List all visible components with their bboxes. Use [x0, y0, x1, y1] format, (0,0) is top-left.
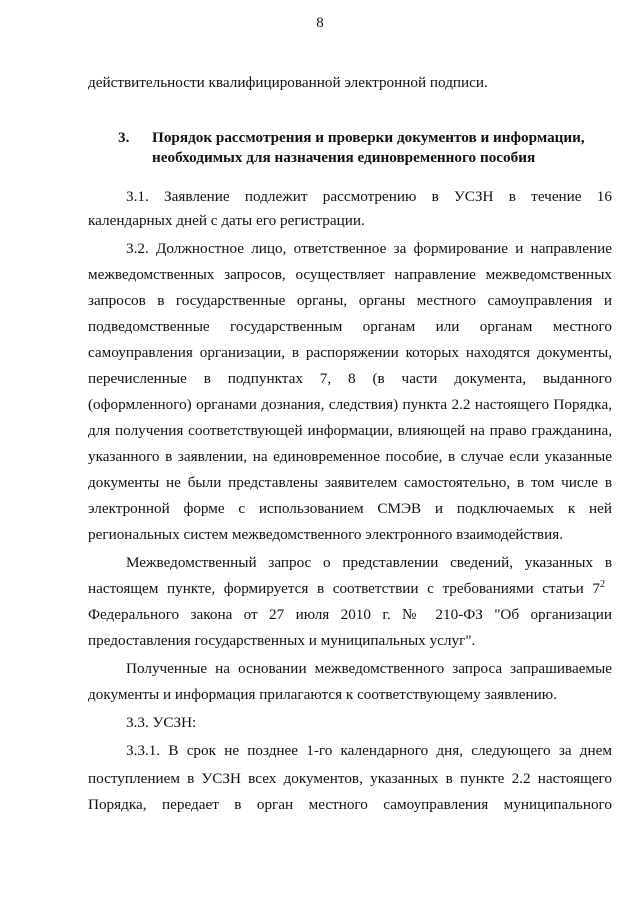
body-line: 3.2. Должностное лицо, ответственное за формирование и направление	[126, 240, 612, 257]
body-line: перечисленные в подпунктах 7, 8 (в части документа, выданного	[88, 370, 612, 387]
body-line: Межведомственный запрос о представлении сведений, указанных в	[126, 554, 612, 571]
body-line: 3.1. Заявление подлежит рассмотрению в УСЗН в течение 16	[126, 188, 612, 205]
body-line: поступлением в УСЗН всех документов, указанных в пункте 2.2 настоящего	[88, 770, 612, 787]
page-number: 8	[316, 15, 324, 31]
body-line: предоставления государственных и муниципальных услуг".	[88, 632, 476, 649]
body-line: Федерального закона от 27 июля 2010 г. № 210-ФЗ "Об организации	[88, 606, 612, 623]
body-line-text: настоящем пункте, формируется в соответствии с требованиями статьи 7	[88, 580, 600, 597]
body-line: Порядка, передает в орган местного самоуправления муниципального	[88, 796, 612, 813]
body-line: документы и информация прилагаются к соответствующему заявлению.	[88, 686, 557, 703]
section-title-line-2: необходимых для назначения единовременного пособия	[152, 149, 536, 166]
body-line: указанного в заявлении, на единовременное пособие, в случае если указанные	[88, 448, 612, 465]
body-line: документы не были представлены заявителем самостоятельно, в том числе в	[88, 474, 612, 491]
body-line: запросов в государственные органы, органы местного самоуправления и	[88, 292, 612, 309]
body-line: электронной форме с использованием СМЭВ и подключаемых к ней	[88, 500, 612, 517]
body-line-with-superscript	[88, 580, 608, 598]
superscript: 2	[600, 578, 605, 590]
body-line: подведомственные государственным органам или органам местного	[88, 318, 612, 335]
body-line: региональных систем межведомственного электронного взаимодействия.	[88, 526, 564, 543]
body-line: Полученные на основании межведомственного запроса запрашиваемые	[126, 660, 612, 677]
body-line: межведомственных запросов, осуществляет направление межведомственных	[88, 266, 612, 283]
section-title-line-1: Порядок рассмотрения и проверки документов и информации,	[152, 129, 585, 146]
body-line: (оформленного) органами дознания, следствия) пункта 2.2 настоящего Порядка,	[88, 396, 612, 413]
body-line: для получения соответствующей информации, влияющей на право гражданина,	[88, 422, 612, 439]
top-line: действительности квалифицированной электронной подписи.	[88, 74, 488, 91]
body-line: 3.3. УСЗН:	[126, 714, 197, 731]
body-line: календарных дней с даты его регистрации.	[88, 212, 365, 229]
section-number: 3.	[118, 129, 130, 146]
body-line: самоуправления организации, в распоряжении которых находятся документы,	[88, 344, 612, 361]
body-line: 3.3.1. В срок не позднее 1-го календарного дня, следующего за днем	[126, 742, 612, 759]
